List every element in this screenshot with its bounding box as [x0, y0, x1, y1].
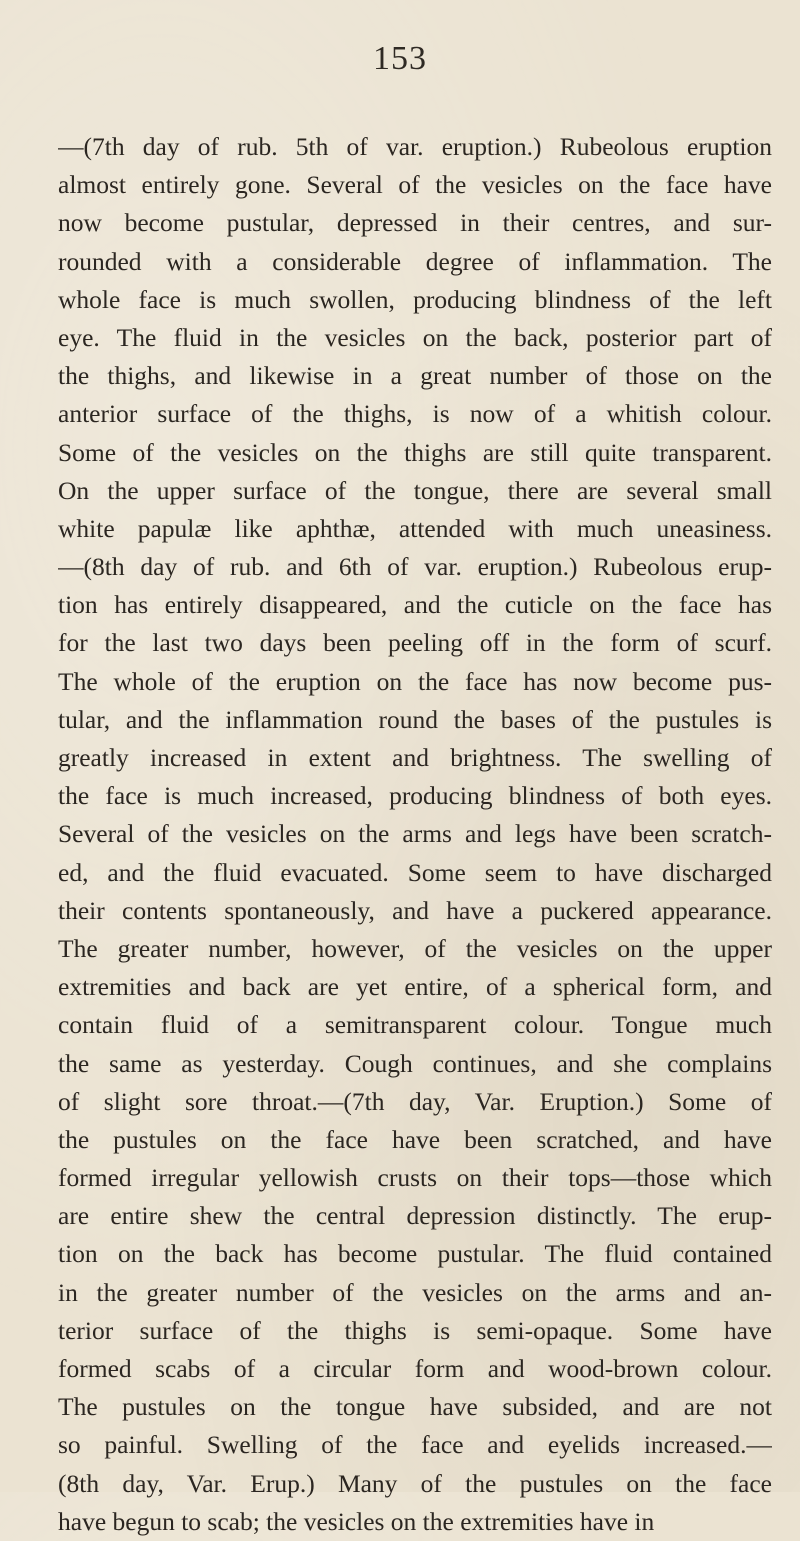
- text-line: of slight sore throat.—(7th day, Var. Eruption.) Some of: [58, 1086, 772, 1116]
- page-number: 153: [373, 40, 427, 77]
- text-line: —(8th day of rub. and 6th of var. eruption.) Rubeolous erup-: [58, 552, 772, 582]
- text-line: anterior surface of the thighs, is now of a whitish colour.: [58, 399, 772, 429]
- text-line: eye. The fluid in the vesicles on the back, posterior part of: [58, 322, 772, 352]
- text-line: white papulæ like aphthæ, attended with much uneasiness.: [58, 513, 772, 543]
- text-line: formed irregular yellowish crusts on their tops—those which: [58, 1163, 772, 1193]
- text-line: are entire shew the central depression distinctly. The erup-: [58, 1201, 772, 1231]
- body-text: [58, 128, 772, 1541]
- text-line: the pustules on the face have been scratched, and have: [58, 1124, 772, 1154]
- text-line: the same as yesterday. Cough continues, and she complains: [58, 1048, 772, 1078]
- text-line: rounded with a considerable degree of inflammation. The: [58, 246, 772, 276]
- text-line: for the last two days been peeling off in the form of scurf.: [58, 628, 772, 658]
- text-line: almost entirely gone. Several of the vesicles on the face have: [58, 170, 772, 200]
- text-line: ed, and the fluid evacuated. Some seem to have discharged: [58, 857, 772, 887]
- text-line: contain fluid of a semitransparent colour. Tongue much: [58, 1010, 772, 1040]
- text-line: —(7th day of rub. 5th of var. eruption.) Rubeolous eruption: [58, 132, 772, 161]
- text-line: have begun to scab; the vesicles on the extremities have in: [58, 1506, 655, 1536]
- text-line: The whole of the eruption on the face has now become pus-: [58, 666, 772, 696]
- text-line: The greater number, however, of the vesicles on the upper: [58, 933, 772, 963]
- text-line: Several of the vesicles on the arms and legs have been scratch-: [58, 819, 772, 849]
- text-line: now become pustular, depressed in their centres, and sur-: [58, 208, 772, 238]
- text-line: so painful. Swelling of the face and eyelids increased.—: [58, 1430, 772, 1460]
- text-line: (8th day, Var. Erup.) Many of the pustules on the face: [58, 1468, 772, 1498]
- text-line: their contents spontaneously, and have a puckered appearance.: [58, 895, 772, 925]
- text-line: tular, and the inflammation round the bases of the pustules is: [58, 704, 772, 734]
- text-line: The pustules on the tongue have subsided, and are not: [58, 1392, 772, 1422]
- text-line: the thighs, and likewise in a great number of those on the: [58, 361, 772, 391]
- text-line: terior surface of the thighs is semi-opaque. Some have: [58, 1315, 772, 1345]
- text-line: tion has entirely disappeared, and the cuticle on the face has: [58, 590, 772, 620]
- text-line: formed scabs of a circular form and wood-brown colour.: [58, 1354, 772, 1383]
- text-line: tion on the back has become pustular. The fluid contained: [58, 1239, 772, 1269]
- text-line: extremities and back are yet entire, of a spherical form, and: [58, 972, 772, 1002]
- text-line: greatly increased in extent and brightness. The swelling of: [58, 743, 772, 772]
- text-line: On the upper surface of the tongue, there are several small: [58, 475, 772, 505]
- text-line: in the greater number of the vesicles on the arms and an-: [58, 1277, 772, 1307]
- text-line: Some of the vesicles on the thighs are still quite transparent.: [58, 437, 772, 467]
- text-line: whole face is much swollen, producing blindness of the left: [58, 284, 772, 314]
- text-line: the face is much increased, producing blindness of both eyes.: [58, 781, 772, 811]
